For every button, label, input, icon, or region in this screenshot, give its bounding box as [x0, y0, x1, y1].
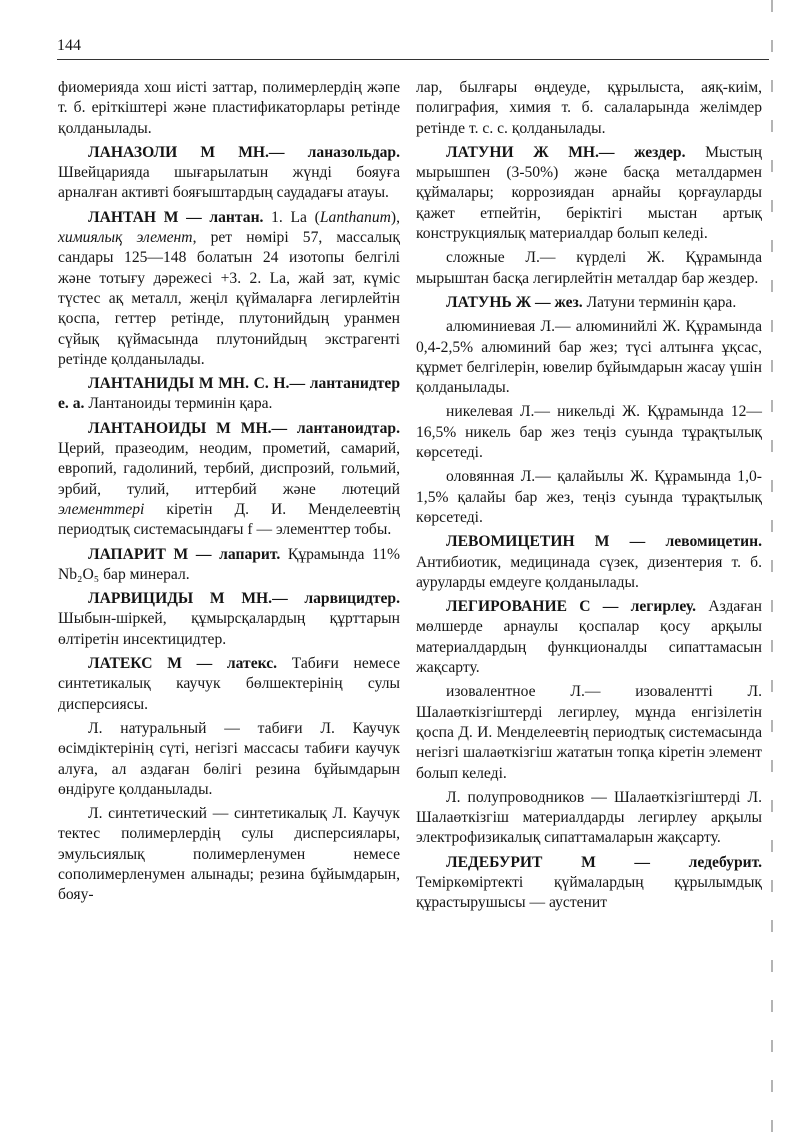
dictionary-entry [416, 853, 762, 914]
dictionary-entry [58, 419, 400, 541]
right-column [416, 78, 762, 918]
dictionary-entry [58, 654, 400, 715]
entry-italic-text: Lanthanum [319, 208, 391, 226]
dictionary-entry [416, 143, 762, 244]
entry-text: Антибиотик, медицинада сүзек, дизентерия т. б. ауруларды емдеуге қолданылады. [416, 553, 762, 591]
entry-text: никелевая Л.— никельді Ж. Құрамында 12—16,5% никель бар жез теңіз суында тұрақтылық көрсетеді. [416, 403, 762, 462]
entry-headword: ЛАНТАНИДЫ М МН. С. Н.— лантанидтер е. а. [58, 375, 400, 413]
entry-text: алюминиевая Л.— алюминийлі Ж. Құрамында 0,4-2,5% алюминий бар жез; түсі алтынға ұқсас, құрмет белгілерін, ювелир бұйымдарын жасау үшін қолданылады. [416, 318, 762, 397]
entry-text: оловянная Л.— қалайылы Ж. Құрамында 1,0-1,5% қалайы бар жез, теңіз суында тұрақтылық көрсетеді. [416, 468, 762, 526]
entry-headword: ЛАТУНЬ Ж — жез. [446, 293, 583, 311]
entry-headword: ЛАНТАНОИДЫ М МН.— лантаноидтар. [88, 419, 400, 437]
left-column [58, 78, 400, 910]
entry-text: Л. полупроводников — Шалаөткізгіштерді Л. Шалаөткізгіш материалдарды легирлеу арқылы электрофизикалық сипаттамаларын жақсарту. [416, 788, 762, 847]
entry-italic-text: химиялық элемент [58, 229, 193, 247]
dictionary-entry [58, 804, 400, 905]
entry-text: сложные Л.— күрделі Ж. Құрамында мырыштан басқа легирлейтін металдар бар жездер. [416, 249, 762, 287]
entry-headword: ЛАТЕКС М — латекс. [88, 655, 278, 673]
dictionary-entry [416, 467, 762, 528]
entry-headword: ЛАТУНИ Ж МН.— жездер. [446, 143, 686, 161]
dictionary-entry [416, 293, 762, 313]
dictionary-entry [58, 374, 400, 415]
entry-text: Латуни терминін қара. [582, 293, 737, 311]
dictionary-entry [58, 143, 400, 204]
entry-text: изовалентное Л.— изовалентті Л. Шалаөткізгіштерді легирлеу, мұнда енгізілетін қоспа Д. И. Менделеевтің периодтық системасында негізгі шалаөткізгіш жататын топқа кіретін элемент болып келеді. [416, 683, 762, 782]
entry-headword: ЛАПАРИТ М — лапарит. [88, 545, 281, 563]
entry-headword: ЛЕВОМИЦЕТИН М — левомицетин. [446, 533, 762, 551]
dictionary-entry [416, 248, 762, 289]
entry-headword: ЛАНТАН М — лантан. [88, 208, 264, 226]
entry-headword: ЛЕДЕБУРИТ М — ледебурит. [446, 853, 762, 871]
entry-text: Шыбын-шіркей, құмырсқалардың құрттарын өлтіретін инсектицидтер. [58, 610, 400, 648]
entry-text: Мыстың мырышпен (3-50%) және басқа металдармен құймалары; коррозиядан арнайы қорғауларды қажет етпейтін, беріктігі мыстан артық конструкциялық материалдар болып келеді. [416, 143, 762, 243]
entry-text: Құрамында 11% Nb₂O₅ бар минерал. [58, 545, 401, 583]
entry-headword: ЛЕГИРОВАНИЕ С — легирлеу. [446, 598, 697, 616]
entry-text: лар, былғары өңдеуде, құрылыста, аяқ-киім, полиграфия, химия т. б. салаларында желімдер ретінде т. с. с. қолданылады. [416, 79, 762, 137]
dictionary-entry [416, 682, 762, 783]
dictionary-entry [58, 545, 400, 586]
entry-italic-text: элементтері [58, 500, 145, 518]
dictionary-entry [416, 317, 762, 398]
entry-text: Л. синтетический — синтетикалық Л. Каучук тектес полимерлердің сулы дисперсиялары, эмульсиялық полимерленумен немесе сополимерленумен алынады; резина бұйымдарын, бояу- [58, 805, 400, 904]
page-edge-mark [771, 0, 773, 1141]
header-rule [57, 59, 769, 60]
entry-text: , рет нөмірі 57, массалық сандары 125—148 болатын 24 изотопы белгілі және тотығу дәрежесі +3. 2. La, жай зат, күміс түстес ақ металл, жеңіл қүймаларға легирлейтін қоспа, геттер ретінде, плутонийдың уранмен сүйық қүймасында плутонийдың экстрагенті ретінде қолданылады. [58, 229, 400, 368]
dictionary-entry [416, 78, 762, 139]
dictionary-entry [58, 719, 400, 800]
entry-text: 1. La ( [263, 208, 320, 226]
dictionary-entry [58, 208, 400, 370]
entry-headword: ЛАРВИЦИДЫ М МН.— ларвицидтер. [88, 590, 400, 608]
dictionary-entry [416, 532, 762, 593]
dictionary-entry [58, 589, 400, 650]
entry-text: фиомерияда хош иісті заттар, полимерлердің жәпе т. б. еріткіштері және пластификаторлары ретінде қолданылады. [58, 79, 400, 137]
entry-text: Лантаноиды терминін қара. [84, 395, 273, 413]
entry-text: Л. натуральный — табиғи Л. Каучук өсімдіктерінің сүті, негізгі массасы табиғи каучук алуға, ал аздаған бөлігі резина бұйымдарын өндіруге қолданылады. [58, 719, 400, 798]
entry-headword: ЛАНАЗОЛИ М МН.— ланазольдар. [88, 143, 400, 161]
entry-text: Швейцарияда шығарылатын жүнді бояуға арналған активті бояғыштардың саудадағы атауы. [58, 164, 400, 202]
dictionary-entry [58, 78, 400, 139]
entry-text: Церий, празеодим, неодим, прометий, самарий, европий, гадолиний, тербий, диспрозий, гольмий, эрбий, тулий, иттербий және лютеций [58, 440, 400, 498]
entry-text: ), [390, 208, 400, 226]
entry-text: Теміркөміртекті қүймалардың құрылымдық құрастырушысы — аустенит [416, 873, 762, 912]
entry-text: Табиғи немесе синтетикалық каучук бөлшектерінің сулы дисперсиясы. [58, 655, 400, 713]
dictionary-entry [416, 788, 762, 849]
dictionary-entry [416, 402, 762, 463]
entry-text: Аздаған мөлшерде арнаулы қоспалар қосу арқылы материалдардың функционалды сипаттамасын жақсарту. [416, 598, 762, 677]
page-number: 144 [57, 37, 81, 54]
dictionary-entry [416, 597, 762, 678]
entry-text: кіретін Д. И. Менделеевтің периодтық системасындағы f — элементтер тобы. [58, 500, 400, 539]
